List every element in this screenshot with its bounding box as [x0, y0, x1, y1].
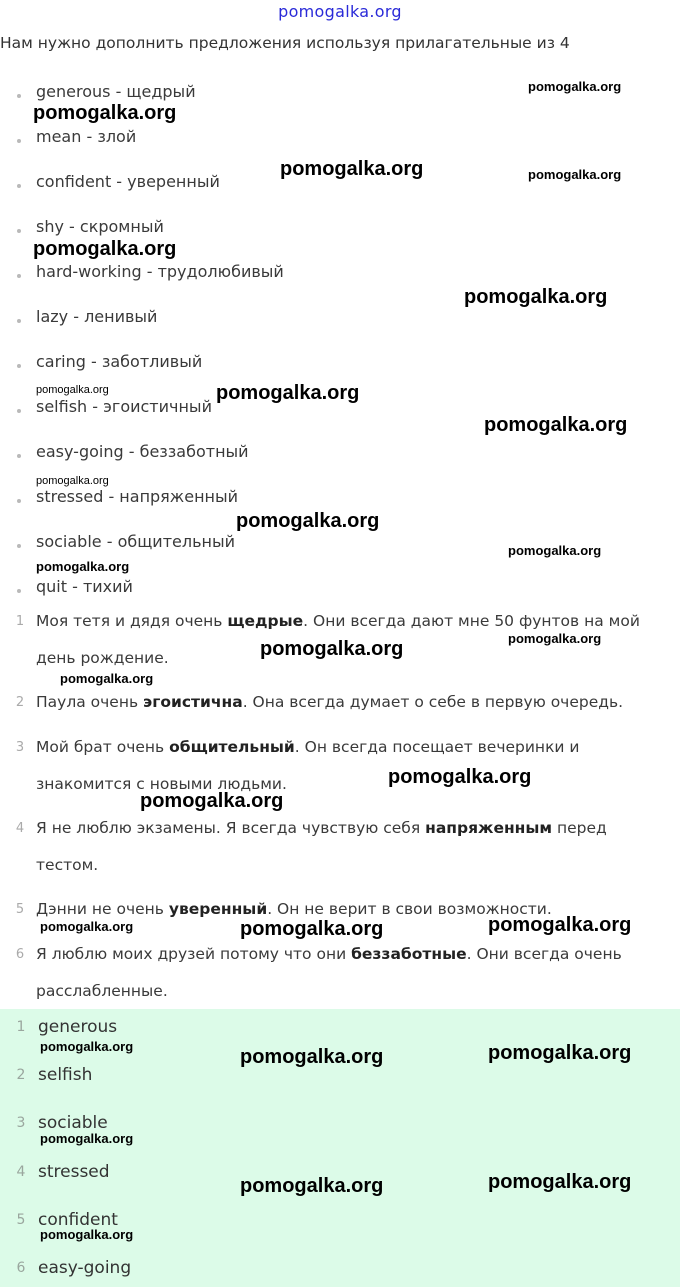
watermark: pomogalka.org — [280, 158, 424, 180]
answer-highlight: напряженным — [425, 819, 553, 837]
watermark: pomogalka.org — [240, 1046, 384, 1068]
answer-highlight: беззаботные — [351, 945, 467, 963]
answer-number: 1 — [16, 1019, 26, 1035]
watermark: pomogalka.org — [40, 1039, 134, 1054]
list-bullet — [17, 229, 21, 233]
sentence-number: 4 — [15, 821, 25, 836]
vocab-item: sociable - общительный — [36, 532, 235, 551]
list-bullet — [17, 184, 21, 188]
vocab-item: selfish - эгоистичный — [36, 397, 212, 416]
watermark: pomogalka.org — [36, 384, 109, 396]
list-bullet — [17, 454, 21, 458]
sentence-line: расслабленные. — [36, 982, 168, 1000]
vocab-item: easy-going - беззаботный — [36, 442, 249, 461]
sentence-line: Дэнни не очень уверенный. Он не верит в свои возможности. — [36, 900, 552, 918]
watermark: pomogalka.org — [464, 286, 608, 308]
sentence-number: 1 — [15, 614, 25, 629]
sentence-line: Паула очень эгоистична. Она всегда думает о себе в первую очередь. — [36, 693, 624, 711]
answer-word: stressed — [38, 1162, 110, 1182]
sentence-line: день рождение. — [36, 649, 169, 667]
vocab-item: caring - заботливый — [36, 352, 203, 371]
watermark: pomogalka.org — [484, 414, 628, 436]
answer-highlight: щедрые — [227, 612, 304, 630]
answer-number: 5 — [16, 1212, 26, 1228]
watermark: pomogalka.org — [488, 1171, 632, 1193]
watermark: pomogalka.org — [36, 559, 130, 574]
watermark: pomogalka.org — [33, 238, 177, 260]
sentence-line: знакомится с новыми людьми. — [36, 775, 287, 793]
sentence-line: тестом. — [36, 856, 99, 874]
sentence-line: Я не люблю экзамены. Я всегда чувствую себя напряженным перед — [36, 819, 607, 837]
sentence-line: Мой брат очень общительный. Он всегда посещает вечеринки и — [36, 738, 580, 756]
sentence-line: Я люблю моих друзей потому что они беззаботные. Они всегда очень — [36, 945, 622, 963]
sentence-number: 5 — [15, 902, 25, 917]
list-bullet — [17, 409, 21, 413]
watermark: pomogalka.org — [528, 79, 622, 94]
sentence-number: 2 — [15, 695, 25, 710]
answer-word: sociable — [38, 1113, 108, 1133]
sentence-number: 6 — [15, 947, 25, 962]
list-bullet — [17, 274, 21, 278]
watermark: pomogalka.org — [488, 914, 632, 936]
watermark: pomogalka.org — [508, 543, 602, 558]
list-bullet — [17, 364, 21, 368]
vocab-item: stressed - напряженный — [36, 487, 239, 506]
answer-number: 3 — [16, 1115, 26, 1131]
watermark: pomogalka.org — [40, 1227, 134, 1242]
watermark: pomogalka.org — [40, 919, 134, 934]
sentence-number: 3 — [15, 740, 25, 755]
site-logo[interactable]: pomogalka.org — [278, 2, 402, 21]
watermark: pomogalka.org — [508, 631, 602, 646]
list-bullet — [17, 94, 21, 98]
watermark: pomogalka.org — [240, 918, 384, 940]
vocab-item: confident - уверенный — [36, 172, 220, 191]
vocab-item: lazy - ленивый — [36, 307, 158, 326]
answer-number: 2 — [16, 1067, 26, 1083]
answer-word: easy-going — [38, 1258, 132, 1278]
watermark: pomogalka.org — [240, 1175, 384, 1197]
answer-highlight: общительный — [169, 738, 295, 756]
sentence-line: Моя тетя и дядя очень щедрые. Они всегда дают мне 50 фунтов на мой — [36, 612, 640, 630]
answer-word: generous — [38, 1017, 118, 1037]
answer-highlight: уверенный — [168, 900, 268, 918]
watermark: pomogalka.org — [36, 475, 109, 487]
watermark: pomogalka.org — [40, 1131, 134, 1146]
list-bullet — [17, 139, 21, 143]
answer-number: 6 — [16, 1260, 26, 1276]
watermark: pomogalka.org — [488, 1042, 632, 1064]
vocab-item: hard-working - трудолюбивый — [36, 262, 284, 281]
vocab-item: shy - скромный — [36, 217, 164, 236]
watermark: pomogalka.org — [33, 102, 177, 124]
watermark: pomogalka.org — [216, 382, 360, 404]
list-bullet — [17, 319, 21, 323]
watermark: pomogalka.org — [388, 766, 532, 788]
vocab-item: quit - тихий — [36, 577, 133, 596]
watermark: pomogalka.org — [260, 638, 404, 660]
vocab-item: mean - злой — [36, 127, 137, 146]
list-bullet — [17, 499, 21, 503]
watermark: pomogalka.org — [140, 790, 284, 812]
vocab-item: generous - щедрый — [36, 82, 196, 101]
answer-word: selfish — [38, 1065, 93, 1085]
watermark: pomogalka.org — [528, 167, 622, 182]
list-bullet — [17, 544, 21, 548]
intro-text: Нам нужно дополнить предложения используя прилагательные из 4 — [0, 34, 570, 52]
answer-highlight: эгоистична — [143, 693, 243, 711]
watermark: pomogalka.org — [236, 510, 380, 532]
answer-number: 4 — [16, 1164, 26, 1180]
watermark: pomogalka.org — [60, 671, 154, 686]
list-bullet — [17, 589, 21, 593]
answer-word: confident — [38, 1210, 118, 1230]
